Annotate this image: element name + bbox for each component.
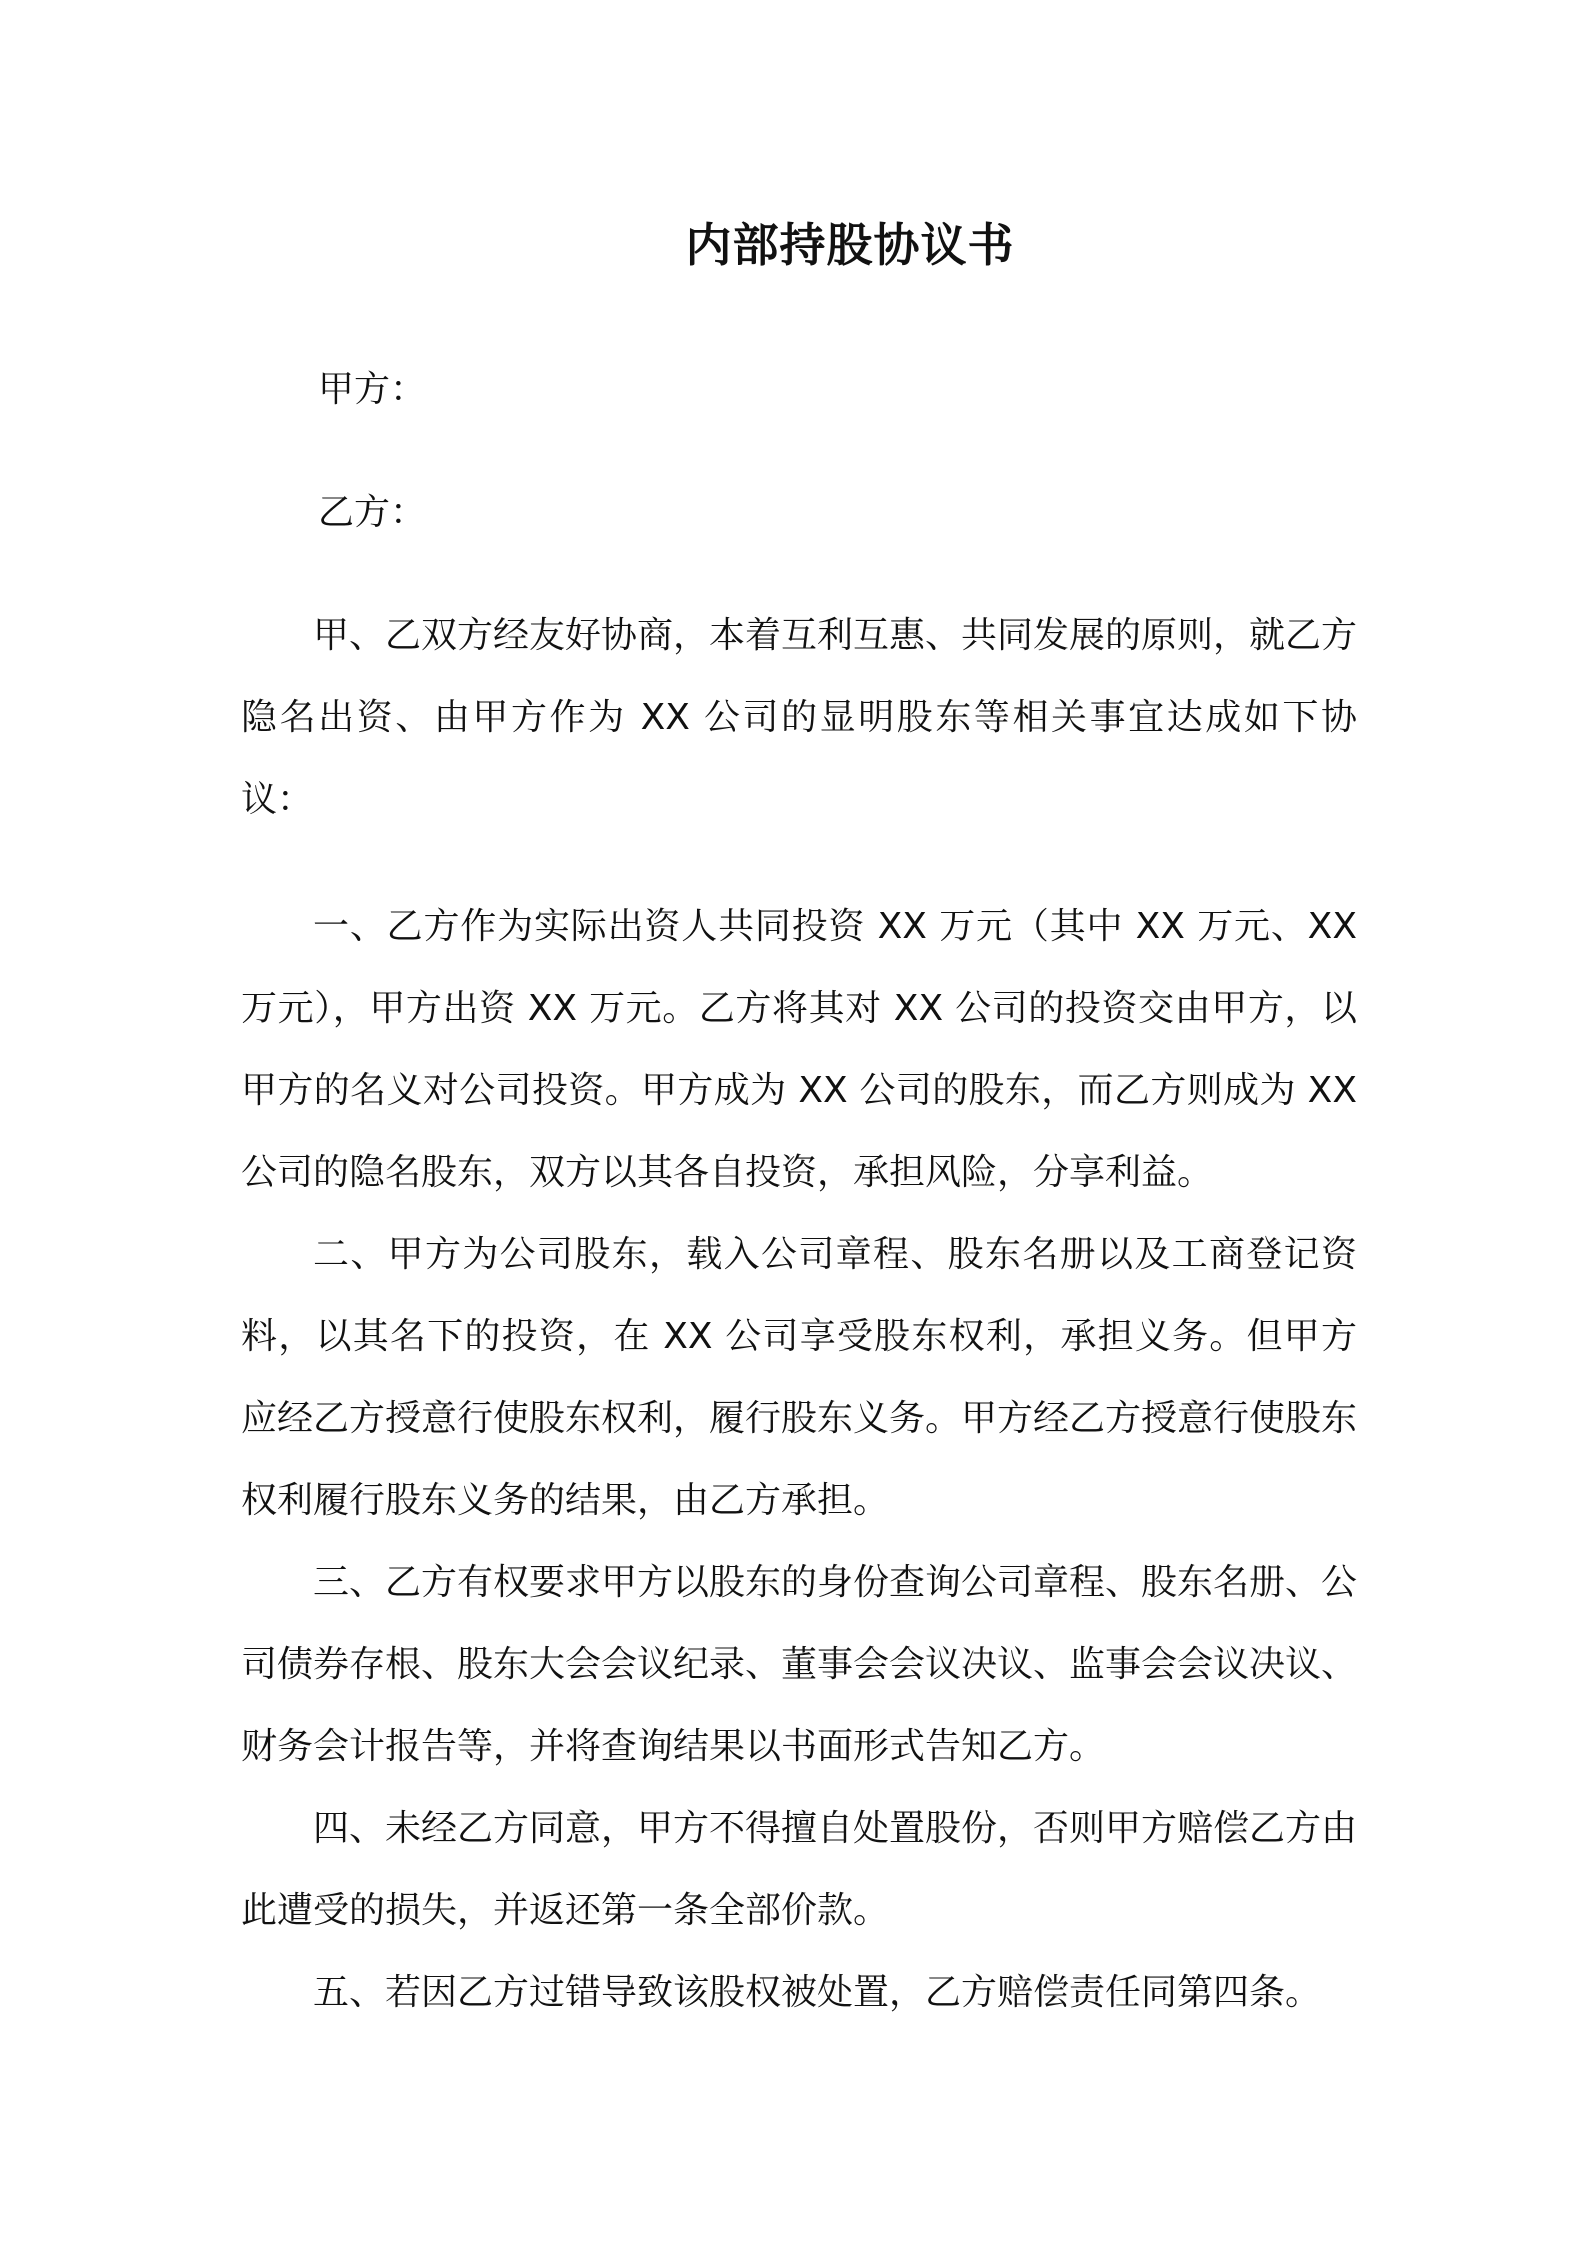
clause-4: 四、未经乙方同意，甲方不得擅自处置股份，否则甲方赔偿乙方由此遭受的损失，并返还第一条全部价款。 (241, 1808, 1358, 1931)
clause-5: 五、若因乙方过错导致该股权被处置，乙方赔偿责任同第四条。 (313, 1972, 1322, 2013)
clause-1: 一、乙方作为实际出资人共同投资 XX 万元（其中 XX 万元、XX 万元），甲方出资 XX 万元。乙方将其对 XX 公司的投资交由甲方，以甲方的名义对公司投资。甲方成为 XX 公司的股东，而乙方则成为 XX 公司的隐名股东，双方以其各自投资，承担风险，分享利益。 (241, 906, 1357, 1193)
party-b-label: 乙方： (318, 492, 427, 533)
document-title: 内部持股协议书 (685, 218, 1015, 272)
preamble-paragraph: 甲、乙双方经友好协商，本着互利互惠、共同发展的原则，就乙方隐名出资、由甲方作为 XX 公司的显明股东等相关事宜达成如下协议： (241, 615, 1358, 820)
clause-2: 二、甲方为公司股东，载入公司章程、股东名册以及工商登记资料，以其名下的投资，在 XX 公司享受股东权利，承担义务。但甲方应经乙方授意行使股东权利，履行股东义务。甲方经乙方授意行使股东权利履行股东义务的结果，由乙方承担。 (241, 1234, 1358, 1521)
clause-3: 三、乙方有权要求甲方以股东的身份查询公司章程、股东名册、公司债券存根、股东大会会议纪录、董事会会议决议、监事会会议决议、财务会计报告等，并将查询结果以书面形式告知乙方。 (241, 1562, 1358, 1767)
party-a-label: 甲方： (318, 369, 427, 410)
